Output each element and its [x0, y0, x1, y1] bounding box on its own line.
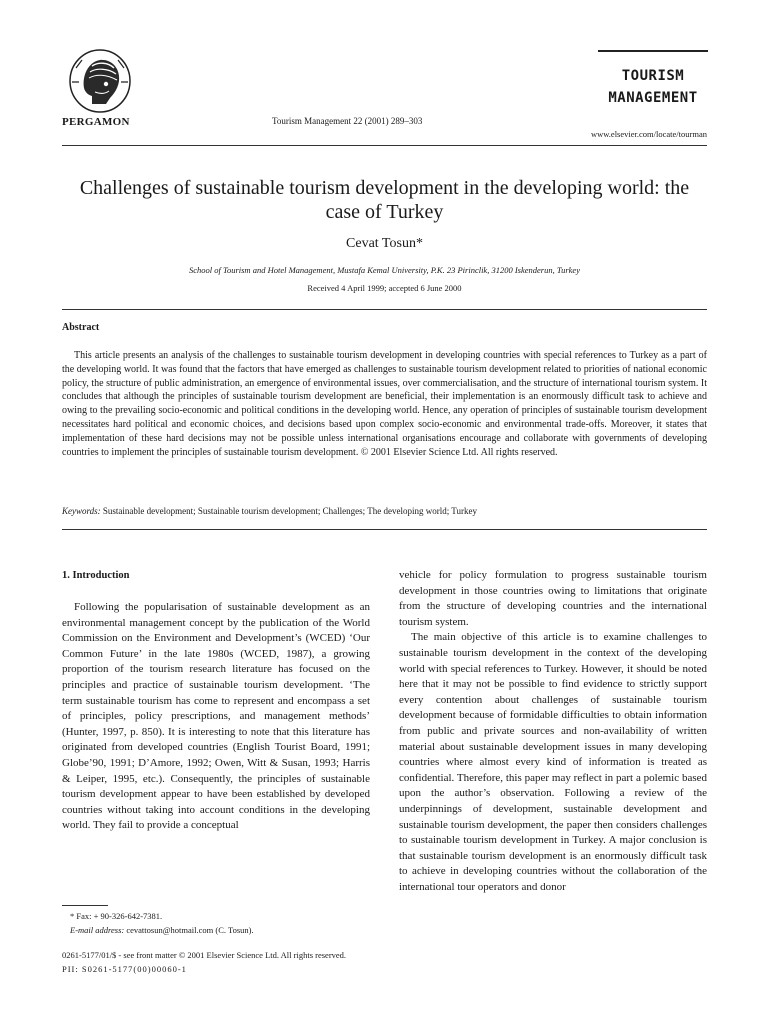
- pergamon-logo-icon: [62, 48, 138, 114]
- copyright-line: 0261-5177/01/$ - see front matter © 2001 Elsevier Science Ltd. All rights reserved.: [62, 950, 347, 960]
- journal-url[interactable]: www.elsevier.com/locate/tourman: [590, 129, 707, 139]
- keywords: [62, 506, 707, 516]
- footnote-fax: * Fax: + 90-326-642-7381.: [70, 911, 163, 921]
- footnote-rule: [62, 905, 108, 906]
- footnote-email: [70, 925, 254, 935]
- keywords-label: Keywords:: [62, 506, 101, 516]
- pii-line: PII: S0261-5177(00)00060-1: [62, 964, 187, 974]
- article-author: Cevat Tosun*: [346, 236, 423, 251]
- header-divider: [62, 145, 707, 146]
- right-column: [399, 568, 707, 895]
- author-affiliation: School of Tourism and Hotel Management, Mustafa Kemal University, P.K. 23 Pirinclik, 31200 Iskenderun, Turkey: [189, 265, 580, 275]
- section-heading: 1. Introduction: [62, 570, 130, 581]
- article-title: Challenges of sustainable tourism development in the developing world: the case of Turkey: [79, 177, 690, 223]
- intro-paragraph: Following the popularisation of sustainable development as an environmental management concept by the publication of the World Commission on the Environment and Development’s (WCED) ‘Our Common Future’ in the late 1980s (WCED, 1987), a growing proportion of the tourism research literature has focused on the principles and practice of sustainable tourism development. ‘The term sustainable tourism has come to represent and encompass a set of principles, policy prescriptions, and management methods’ (Hunter, 1997, p. 850). It is interesting to note that this literature has originated from developed countries (English Tourist Board, 1991; Globe’90, 1991; D’Amore, 1992; Owen, Witt & Susan, 1993; Harris & Leiper, 1995, etc.). Consequently, the principles of sustainable tourism development appear to have been established by developed countries without taking into account conditions in the developing world. They fail to provide a conceptual: [62, 601, 370, 832]
- abstract-heading: Abstract: [62, 322, 100, 333]
- right-paragraph-2: The main objective of this article is to examine challenges to sustainable tourism development in the context of the developing world with special references to Turkey. However, it should be noted here that it may not be possible to find evidence to strictly support every contention about challenges of sustainable tourism development because of formidable difficulties to obtain information from public and private sources and non-availability of written material about sustainable development issues in many developing countries where almost every kind of information is treated as confidential. Therefore, this paper may reflect in part a polemic based upon the author’s observation. Following a review of the underpinnings of development, sustainable development and sustainable tourism development, the paper then considers challenges to sustainable tourism development in Turkey. A major conclusion is that sustainable tourism development is an enormously difficult task to achieve in developing countries without the collaboration of the international tour operators and donor: [399, 631, 707, 893]
- received-dates: Received 4 April 1999; accepted 6 June 2000: [307, 283, 462, 293]
- brand-line-2: MANAGEMENT: [608, 90, 698, 106]
- publisher-name: PERGAMON: [62, 116, 130, 128]
- journal-citation: Tourism Management 22 (2001) 289–303: [272, 116, 423, 126]
- journal-brand: [598, 65, 708, 109]
- keywords-text: Sustainable development; Sustainable tourism development; Challenges; The developing world; Turkey: [102, 506, 477, 516]
- email-label: E-mail address:: [70, 925, 125, 935]
- brand-line-1: TOURISM: [621, 68, 685, 84]
- email-value[interactable]: cevattosun@hotmail.com (C. Tosun).: [126, 925, 254, 935]
- right-paragraph-1: vehicle for policy formulation to progress sustainable tourism development in those countries owing to limitations that originate from the structure of developing countries and the international tourism system.: [399, 569, 707, 628]
- body-divider: [62, 529, 707, 530]
- abstract-text: This article presents an analysis of the challenges to sustainable tourism development in developing countries with special references to Turkey as a part of the developing world. It was found that the factors that have emerged as challenges to sustainable tourism development related to priorities of national economic policy, the structure of public administration, an emergence of environmental issues, over commercialisation, and the structure of international tourism system. It concludes that although the principles of sustainable tourism development are beneficial, their implementation is an enormously difficult task to achieve and owing to the prevailing socio-economic and political conditions in the developing world. Hence, any operation of principles of sustainable tourism development necessitates hard political and economic choices, and decisions based upon complex socio-economic and environmental trade-offs. Moreover, it states that implementation of these hard decisions may not be possible unless international organisations encourage and collaborate with governments of developing countries to implement the principles of sustainable tourism development. © 2001 Elsevier Science Ltd. All rights reserved.: [62, 350, 707, 458]
- brand-rule: [598, 50, 708, 52]
- abstract-divider: [62, 309, 707, 310]
